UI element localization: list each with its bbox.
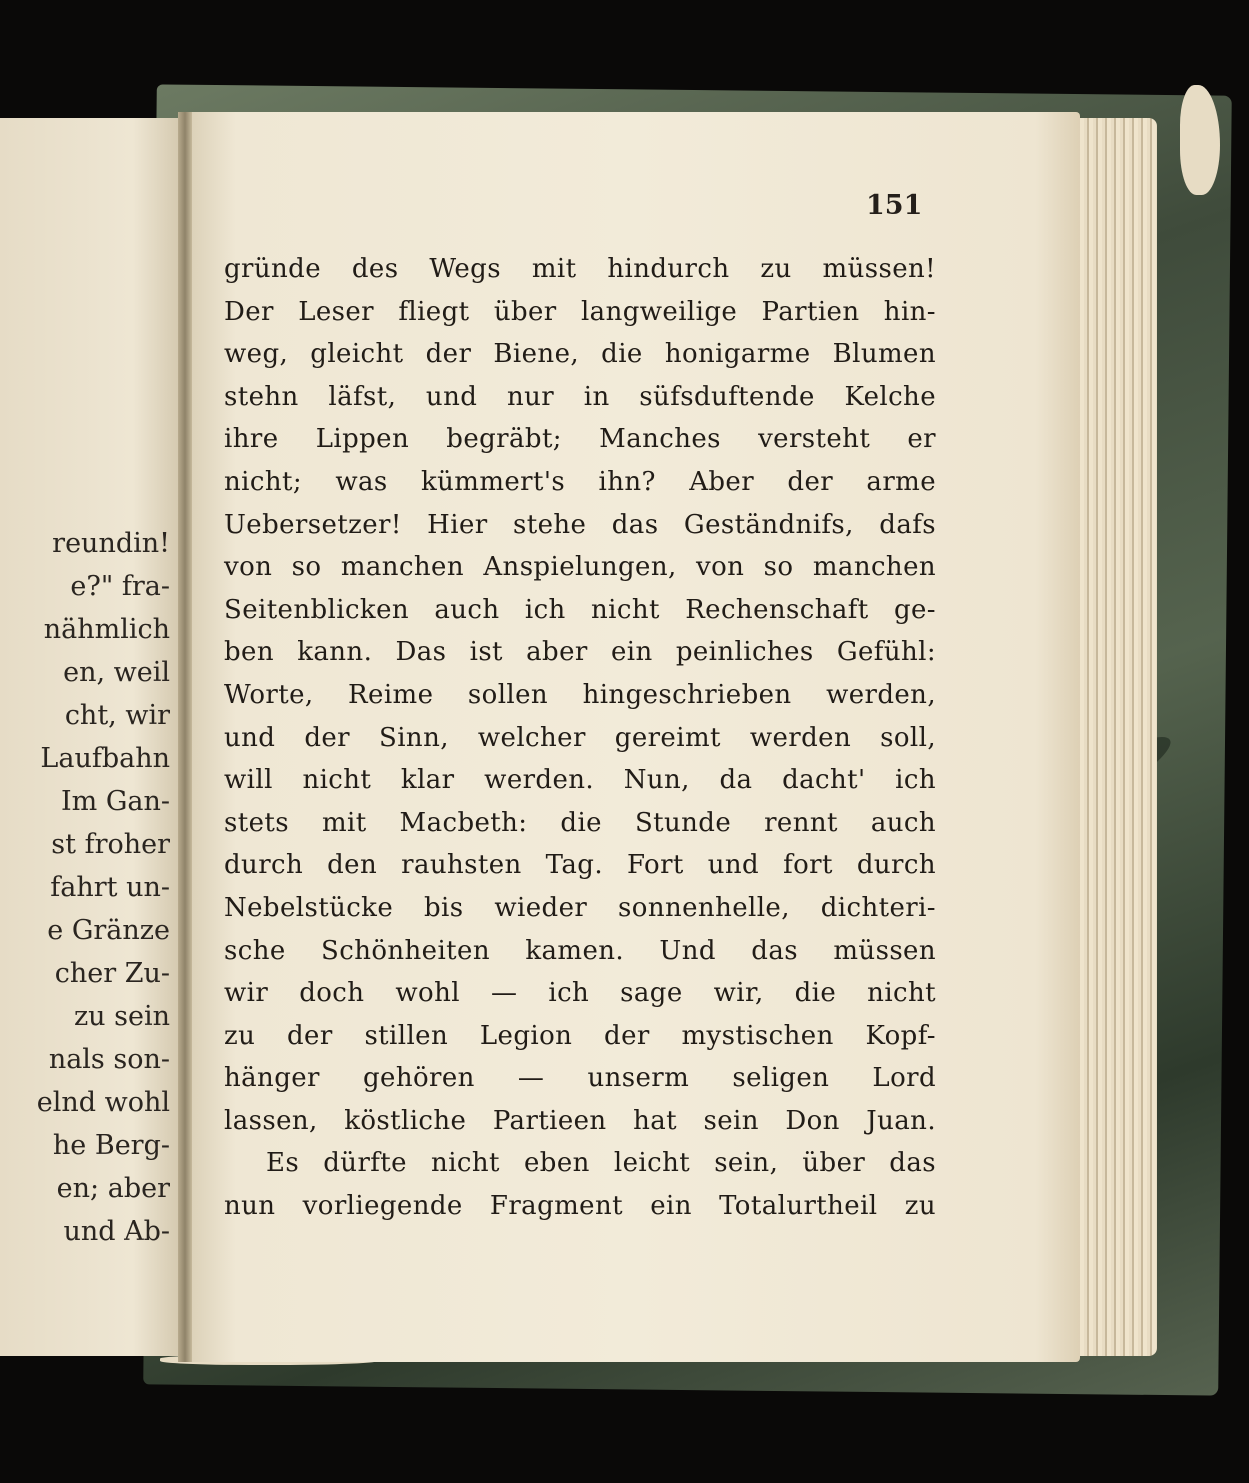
text-line: weg, gleicht der Biene, die honigarme Blumen: [224, 339, 936, 370]
text-line: hänger gehören — unserm seligen Lord: [224, 1063, 936, 1094]
left-line: en, weil: [63, 657, 170, 688]
left-line: Laufbahn: [40, 743, 170, 774]
text-line: ben kann. Das ist aber ein peinliches Gefühl:: [224, 637, 936, 668]
left-line: nals son-: [48, 1044, 170, 1075]
left-line: und Ab-: [63, 1216, 170, 1247]
left-line: st froher: [51, 829, 170, 860]
text-line-indented: Es dürfte nicht eben leicht sein, über das: [266, 1148, 936, 1179]
left-line: en; aber: [56, 1173, 170, 1204]
left-line: nähmlich: [43, 614, 170, 645]
left-line: Im Gan-: [60, 786, 170, 817]
text-line: stehn läfst, und nur in süfsduftende Kelche: [224, 381, 936, 412]
text-line: zu der stillen Legion der mystischen Kopf-: [224, 1020, 936, 1051]
text-line: durch den rauhsten Tag. Fort und fort durch: [224, 850, 936, 881]
left-line: zu sein: [73, 1001, 170, 1032]
text-line: gründe des Wegs mit hindurch zu müssen!: [224, 254, 936, 284]
text-line: Der Leser fliegt über langweilige Partien hin-: [224, 296, 936, 327]
text-line: Worte, Reime sollen hingeschrieben werden,: [224, 679, 936, 710]
left-line: e Gränze: [47, 915, 170, 946]
page-body-text: [224, 248, 936, 1228]
left-line: elnd wohl: [36, 1087, 170, 1118]
text-line: sche Schönheiten kamen. Und das müssen: [224, 935, 936, 966]
text-line: stets mit Macbeth: die Stunde rennt auch: [224, 807, 936, 838]
left-line: fahrt un-: [50, 872, 170, 903]
text-line: lassen, köstliche Partieen hat sein Don Juan.: [224, 1105, 936, 1136]
left-line: cher Zu-: [54, 958, 170, 989]
left-line: cht, wir: [64, 700, 170, 731]
page-edges: [1075, 118, 1157, 1356]
text-line: will nicht klar werden. Nun, da dacht' ich: [224, 765, 936, 796]
text-line: wir doch wohl — ich sage wir, die nicht: [224, 978, 936, 1009]
left-line: e?" fra-: [70, 571, 170, 602]
page-number: 151: [866, 190, 923, 221]
left-line: reundin!: [52, 528, 170, 559]
left-page-text: [0, 522, 170, 1253]
text-line: Seitenblicken auch ich nicht Rechenschaft ge-: [224, 594, 936, 625]
text-line: von so manchen Anspielungen, von so manchen: [224, 552, 936, 583]
text-line: nicht; was kümmert's ihn? Aber der arme: [224, 466, 936, 497]
text-line: Uebersetzer! Hier stehe das Geständnifs, dafs: [224, 509, 936, 540]
text-line: ihre Lippen begräbt; Manches versteht er: [224, 424, 936, 455]
book-gutter: [178, 112, 192, 1362]
text-line: nun vorliegende Fragment ein Totalurtheil zu: [224, 1191, 936, 1222]
text-line: Nebelstücke bis wieder sonnenhelle, dichteri-: [224, 892, 936, 923]
left-line: he Berg-: [52, 1130, 170, 1161]
text-line: und der Sinn, welcher gereimt werden soll,: [224, 722, 936, 753]
